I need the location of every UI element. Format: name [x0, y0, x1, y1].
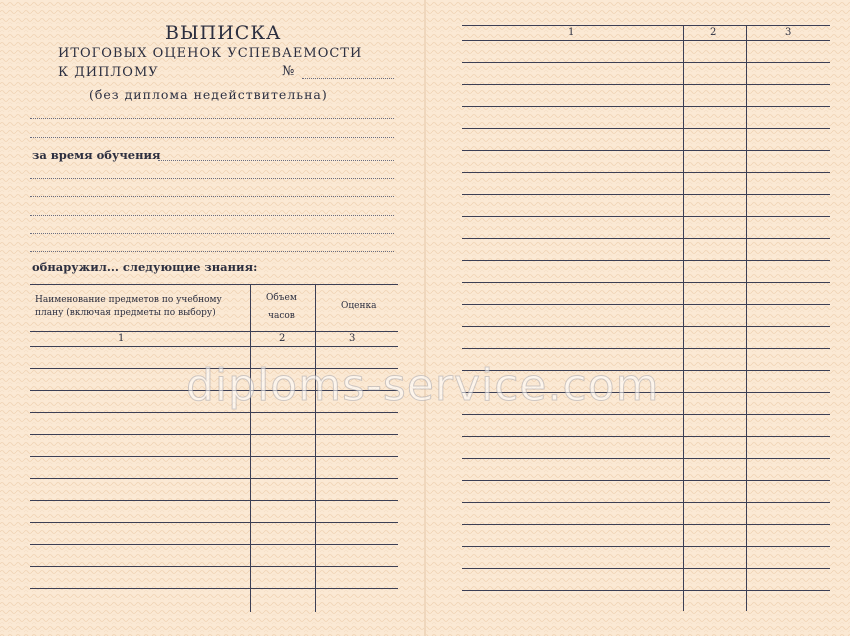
- table-row-line: [462, 326, 830, 327]
- info-field-line: [30, 196, 394, 197]
- table-row-line: [462, 260, 830, 261]
- document-subtitle: ИТОГОВЫХ ОЦЕНОК УСПЕВАЕМОСТИ: [58, 46, 363, 61]
- study-period-field: [158, 160, 394, 161]
- info-field-line: [30, 233, 394, 234]
- col-number: 3: [349, 333, 356, 344]
- table-row-line: [462, 480, 830, 481]
- table-row-line: [30, 588, 398, 589]
- knowledge-label: обнаружил... следующие знания:: [32, 260, 258, 274]
- table-header-border: [30, 331, 398, 332]
- table-row-line: [462, 568, 830, 569]
- table-row-line: [462, 194, 830, 195]
- table-row-line: [462, 238, 830, 239]
- col-hours-header-line2: часов: [268, 311, 295, 321]
- table-row-line: [30, 500, 398, 501]
- table-row-line: [462, 282, 830, 283]
- table-row-line: [462, 40, 830, 41]
- table-row-line: [462, 414, 830, 415]
- table-row-line: [30, 412, 398, 413]
- table-row-line: [462, 590, 830, 591]
- col-number: 1: [568, 27, 575, 38]
- table-row-line: [30, 478, 398, 479]
- table-row-line: [462, 216, 830, 217]
- info-field-line: [30, 251, 394, 252]
- name-field-line: [30, 118, 394, 119]
- col-number: 1: [118, 333, 125, 344]
- table-row-line: [462, 348, 830, 349]
- column-divider: [315, 284, 316, 612]
- table-row-line: [462, 62, 830, 63]
- col-number: 2: [710, 27, 717, 38]
- name-field-line: [30, 137, 394, 138]
- column-divider: [250, 284, 251, 612]
- table-row-line: [30, 434, 398, 435]
- table-row-line: [462, 106, 830, 107]
- table-row-line: [30, 522, 398, 523]
- info-field-line: [30, 178, 394, 179]
- right-table-top-border: [462, 25, 830, 26]
- table-row-line: [462, 172, 830, 173]
- study-period-label: за время обучения: [32, 148, 161, 162]
- table-row-line: [462, 84, 830, 85]
- col-subject-header-line2: плану (включая предметы по выбору): [35, 308, 216, 318]
- diploma-number-field: [302, 78, 394, 79]
- number-sign: №: [282, 64, 296, 79]
- document-title: ВЫПИСКА: [165, 22, 282, 44]
- col-hours-header: Объем: [266, 293, 297, 303]
- table-row-line: [462, 150, 830, 151]
- table-row-line: [462, 128, 830, 129]
- validity-note: (без диплома недействительна): [89, 87, 328, 102]
- col-number: 2: [279, 333, 286, 344]
- watermark: diploms-service.com: [186, 360, 660, 411]
- col-subject-header: Наименование предметов по учебному: [35, 295, 222, 305]
- info-field-line: [30, 215, 394, 216]
- document-subtitle-line2: К ДИПЛОМУ: [58, 65, 159, 80]
- table-row-line: [462, 304, 830, 305]
- table-row-line: [462, 458, 830, 459]
- table-row-line: [30, 346, 398, 347]
- table-row-line: [30, 456, 398, 457]
- table-row-line: [462, 436, 830, 437]
- table-row-line: [30, 566, 398, 567]
- table-row-line: [462, 502, 830, 503]
- col-grade-header: Оценка: [341, 301, 377, 311]
- table-row-line: [462, 524, 830, 525]
- col-number: 3: [785, 27, 792, 38]
- table-top-border: [30, 284, 398, 285]
- table-row-line: [462, 546, 830, 547]
- table-row-line: [30, 544, 398, 545]
